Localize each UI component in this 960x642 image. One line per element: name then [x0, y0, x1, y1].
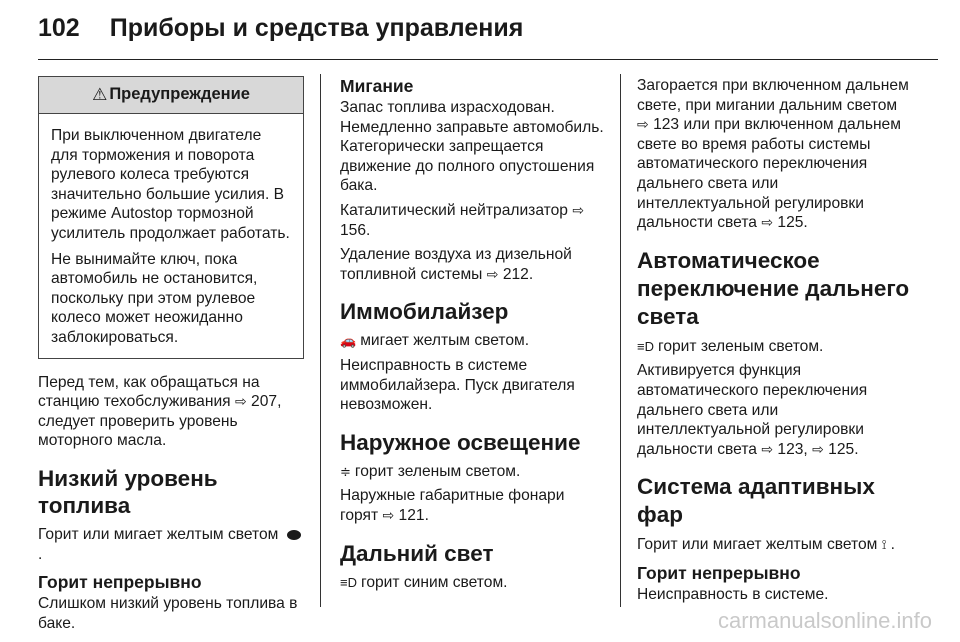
reference-arrow-icon: ⇨	[812, 440, 824, 457]
high-beam-text: ≡D горит синим светом.	[340, 573, 508, 591]
auto-high-beam-icon: ≡D	[637, 338, 654, 354]
page-reference[interactable]: 123	[653, 116, 680, 134]
reference-arrow-icon: ⇨	[761, 214, 774, 231]
high-beam-intro: Загорается при включенном дальнем свете, при мигании дальним светом ⇨ 123 или при включенном дальнем свете во время работы системы автоматического переключения дальнего света или интеллектуальной регулировки дальности света ⇨ 125.	[637, 77, 909, 232]
exterior-light-heading: Наружное освещение	[340, 429, 581, 455]
auto-high-beam-text: ≡D горит зеленым светом.	[637, 337, 824, 355]
afl-constant-heading: Горит непрерывно	[637, 562, 801, 583]
column-divider-1	[320, 74, 321, 607]
afl-constant-text: Неисправность в системе.	[637, 585, 829, 603]
low-fuel-text: Горит или мигает желтым светом .	[38, 525, 304, 564]
column-1	[38, 76, 304, 638]
high-beam-icon: ≡D	[340, 574, 357, 590]
auto-high-beam-heading: Автоматическое переключение дальнего света	[637, 247, 910, 329]
reference-arrow-icon: ⇨	[486, 265, 499, 282]
warning-box	[38, 76, 304, 359]
column-2	[340, 76, 604, 597]
blink-text: Запас топлива израсходован. Немедленно заправьте автомобиль. Категорически запрещается движение до полного опустошения бака.	[340, 99, 604, 195]
afl-heading: Система адаптивных фар	[637, 474, 875, 528]
immobilizer-text: 🚗 мигает желтым светом.	[340, 332, 530, 350]
page-reference[interactable]: 125	[828, 440, 855, 458]
afl-text: Горит или мигает желтым светом ⟟ .	[637, 536, 895, 554]
warning-triangle-icon: ⚠	[92, 85, 108, 105]
immobilizer-fault: Неисправность в системе иммобилайзера. Пуск двигателя невозможен.	[340, 356, 575, 414]
exterior-light-icon: ≑	[340, 463, 351, 479]
low-fuel-heading: Низкий уровень топлива	[38, 465, 218, 518]
page-number: 102	[38, 14, 80, 42]
page-reference[interactable]: 207	[251, 393, 278, 411]
reference-arrow-icon: ⇨	[572, 201, 585, 218]
reference-arrow-icon: ⇨	[234, 393, 247, 410]
adaptive-headlight-icon: ⟟	[881, 537, 887, 553]
constant-heading: Горит непрерывно	[38, 572, 202, 593]
page-reference[interactable]: 123	[777, 440, 804, 458]
reference-arrow-icon: ⇨	[761, 440, 774, 457]
warning-paragraph-2: Не вынимайте ключ, пока автомобиль не остановится, поскольку при этом рулевое колесо может неожиданно заблокироваться.	[51, 250, 258, 346]
reference-arrow-icon: ⇨	[637, 116, 649, 133]
column-3	[637, 76, 911, 610]
immobilizer-heading: Иммобилайзер	[340, 299, 509, 325]
warning-paragraph-1: При выключенном двигателе для торможения и поворота рулевого колеса требуются значительно большие усилия. В режиме Autostop тормозной усилитель продолжает работать.	[51, 127, 290, 242]
warning-body	[39, 114, 303, 358]
watermark: carmanualsonline.info	[717, 608, 932, 633]
auto-active-text: Активируется функция автоматического переключения дальнего света или интеллектуальной регулировки дальности света ⇨ 123, ⇨ 125.	[637, 362, 868, 458]
constant-text: Слишком низкий уровень топлива в баке.	[38, 595, 298, 632]
column-divider-2	[620, 74, 621, 607]
page-reference[interactable]: 121	[398, 506, 425, 524]
exterior-side-text: Наружные габаритные фонари горят ⇨ 121.	[340, 487, 565, 524]
header-rule	[38, 59, 938, 60]
exterior-light-text: ≑ горит зеленым светом.	[340, 462, 521, 480]
warning-header	[39, 77, 303, 114]
page-title: Приборы и средства управления	[109, 14, 524, 42]
page-reference[interactable]: 125	[777, 214, 804, 232]
blink-heading: Мигание	[340, 76, 414, 96]
oil-check-paragraph: Перед тем, как обращаться на станцию техобслуживания ⇨ 207, следует проверить уровень моторного масла.	[38, 373, 282, 450]
page-header	[38, 14, 523, 43]
page-reference[interactable]: 156	[340, 221, 367, 239]
warning-title: Предупреждение	[109, 85, 250, 104]
page-reference[interactable]: 212	[502, 265, 529, 283]
high-beam-heading: Дальний свет	[340, 540, 494, 566]
immobilizer-icon: 🚗	[340, 333, 357, 349]
catalyst-paragraph: Каталитический нейтрализатор ⇨ 156.	[340, 201, 585, 239]
reference-arrow-icon: ⇨	[382, 506, 395, 523]
bleed-paragraph: Удаление воздуха из дизельной топливной системы ⇨ 212.	[340, 246, 572, 283]
fuel-indicator-icon	[287, 530, 301, 540]
